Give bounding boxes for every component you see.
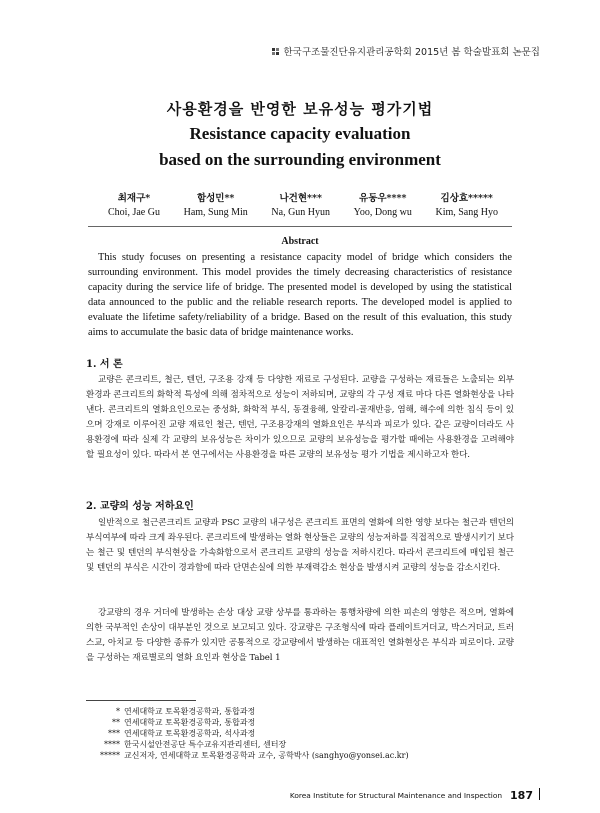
footnote [86,706,409,717]
footnotes [86,706,409,761]
author [354,190,412,218]
title-english-line2: based on the surrounding environment [159,150,441,169]
author [108,190,160,218]
abstract-body: This study focuses on presenting a resistance capacity model of bridge which considers the surrounding environment. This model provides the timely decreasing characteristics of resistance capacity during the service life of bridge. The presented model is developed by using the statistical data announced to the public and the reliable research reports. The developed model is applied to evaluate the lifetime safety/reliability of a bridge. Based on the result of this evaluation, this study aims to accumulate the basic data of bridge maintenance works. [88,252,512,338]
author-name-ko: 나건현*** [279,193,322,204]
society-logo-icon [272,48,280,56]
footnote-mark: ** [112,718,120,727]
abstract-heading: Abstract [281,236,319,247]
footnote-text: 연세대학교 토목환경공학과, 통합과정 [124,707,256,716]
page-footer [290,788,540,802]
author [435,190,498,218]
footnote [86,750,409,761]
author-name-ko: 함성민** [196,193,235,204]
footnote [86,739,409,750]
author-list [108,190,498,218]
author-name-ko: 유동우**** [359,193,407,204]
footnote-text: 연세대학교 토목환경공학과, 석사과정 [124,729,256,738]
section-heading-introduction: 1. 서 론 [86,359,123,370]
author-name-en: Ham, Sung Min [183,207,248,218]
section-paragraph: 일반적으로 철근콘크리트 교량과 PSC 교량의 내구성은 콘크리트 표면의 열화에 의한 영향 보다는 철근과 텐던의 부식여부에 따라 크게 좌우된다. 콘크리트에 발생하는 열화 현상들은 교량의 성능저하를 직접적으로 발생시키기 보다는 철근 및 텐던의 부식현상을 가속화함으로서 콘크리트 교량의 성능을 저하시킨다. 따라서 콘크리트에 매입된 철근 및 텐던의 부식은 시간이 경과함에 따라 단면손실에 의한 부재력감소 현상을 발생시켜 교량의 성능을 감소시킨다. [86,518,514,573]
author-name-en: Choi, Jae Gu [108,207,160,218]
footnote-mark: * [116,707,120,716]
abstract-divider [88,226,512,227]
author [271,190,330,218]
footnote-mark: *** [108,729,120,738]
author-name-ko: 김상효***** [440,193,493,204]
footnote-divider [86,700,196,701]
section-heading-deterioration: 2. 교량의 성능 저하요인 [86,501,194,512]
footnote-mark: **** [104,740,120,749]
author-name-en: Kim, Sang Hyo [435,207,498,218]
header-text: 한국구조물진단유지관리공학회 2015년 봄 학술발표회 논문집 [283,47,540,58]
footnote-text: 교신저자, 연세대학교 토목환경공학과 교수, 공학박사 (sanghyo@yonsei.ac.kr) [124,751,409,760]
footnote-text: 연세대학교 토목환경공학과, 통합과정 [124,718,256,727]
title-english-line1: Resistance capacity evaluation [189,124,411,143]
author-name-en: Yoo, Dong wu [353,207,412,218]
author [184,190,248,218]
footnote-text: 한국시설안전공단 특수교유지관리센터, 센터장 [124,740,287,749]
page-number: 187 [510,789,533,802]
footnote [86,728,409,739]
footer-text: Korea Institute for Structural Maintenance and Inspection [289,791,503,800]
author-name-ko: 최재구* [117,193,151,204]
author-name-en: Na, Gun Hyun [271,207,331,218]
footer-bar [539,788,540,800]
footnote [86,717,409,728]
section-paragraph: 교량은 콘크리트, 철근, 텐던, 구조용 강재 등 다양한 재료로 구성된다. 교량을 구성하는 재료들은 노출되는 외부환경과 콘크리트의 화학적 특성에 의해 점차적으로 성능이 저하되며, 교량의 각 구성 재료 마다 다른 열화현상을 나타낸다. 콘크리트의 열화요인으로는 중성화, 화학적 부식, 동결융해, 알칼리-골재반응, 염해, 해수에 의한 침식 등이 있으며 강재로 이루어진 교량 재료인 철근, 텐던, 구조용강재의 열화요인은 부식과 피로가 있다. 같은 교량이더라도 사용환경에 따라 실제 각 교량의 보유성능은 차이가 있으므로 교량의 보유성능을 평가할 때에는 사용환경을 고려해야 할 필요성이 있다. 따라서 본 연구에서는 사용환경을 따른 교량의 보유성능 평가 기법을 제시하고자 한다. [86,375,514,460]
footnote-mark: ***** [100,751,120,760]
running-header [272,44,540,58]
section-paragraph: 강교량의 경우 거더에 발생하는 손상 대상 교량 상부를 통과하는 통행차량에 의한 피손의 영향은 적으며, 열화에 의한 국부적인 손상이 대부분인 것으로 보고되고 있다. 강교량은 구조형식에 따라 플레이트거더교, 박스거더교, 트러스교, 아치교 등 다양한 종류가 있지만 공통적으로 강교량에서 발생하는 대표적인 열화현상은 부식과 피로이다. 교량을 구성하는 재료별로의 열화 요인과 현상을 Tabel 1 [86,608,514,663]
title-korean: 사용환경을 반영한 보유성능 평가기법 [166,100,434,118]
